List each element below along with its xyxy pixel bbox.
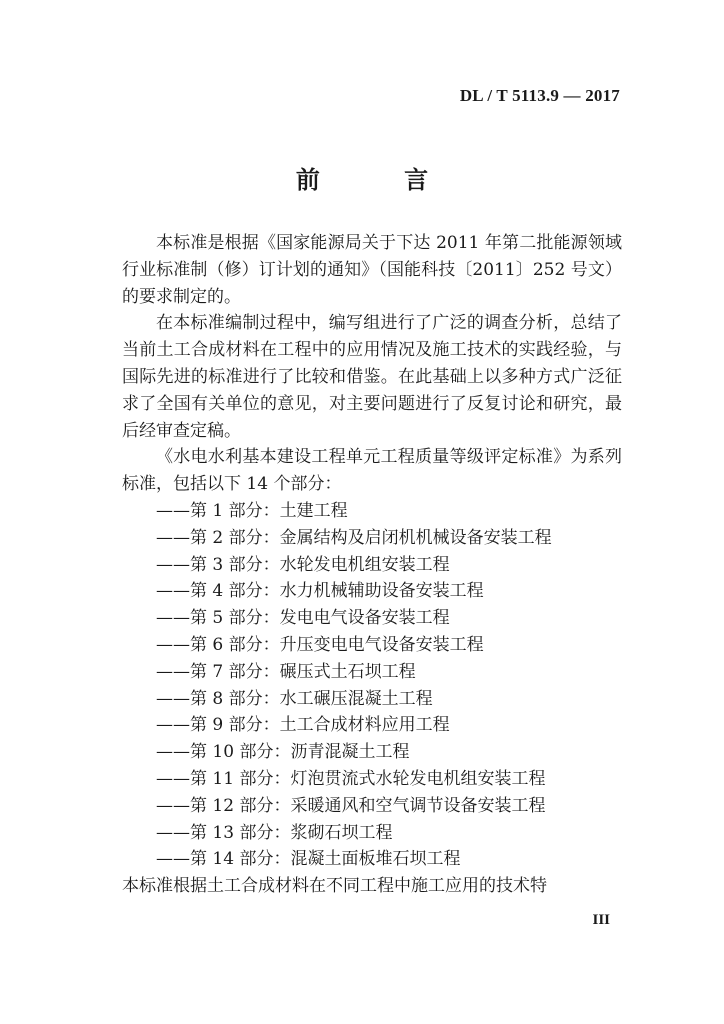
list-item: ——第 8 部分：水工碾压混凝土工程 — [156, 688, 433, 709]
closing-paragraph: 本标准根据土工合成材料在不同工程中施工应用的技术特 — [122, 876, 547, 897]
list-item: ——第 1 部分：土建工程 — [156, 500, 348, 521]
standard-code: DL / T 5113.9 — 2017 — [459, 86, 620, 105]
list-item: ——第 9 部分：土工合成材料应用工程 — [156, 715, 450, 736]
paragraph-1: 本标准是根据《国家能源局关于下达 2011 年第二批能源领域行业标准制（修）订计划的通知》（国能科技〔2011〕252 号文）的要求制定的。 — [122, 233, 622, 307]
page-title — [0, 160, 724, 195]
list-item: ——第 5 部分：发电电气设备安装工程 — [156, 608, 450, 629]
document-body — [122, 230, 622, 900]
list-item: ——第 10 部分：沥青混凝土工程 — [156, 742, 410, 763]
paragraph-3: 《水电水利基本建设工程单元工程质量等级评定标准》为系列标准，包括以下 14 个部分： — [122, 447, 622, 495]
list-item: ——第 6 部分：升压变电电气设备安装工程 — [156, 634, 484, 655]
list-item: ——第 4 部分：水力机械辅助设备安装工程 — [156, 581, 484, 602]
page-number: III — [592, 912, 610, 928]
paragraph-2: 在本标准编制过程中，编写组进行了广泛的调查分析，总结了当前土工合成材料在工程中的应用情况及施工技术的实践经验，与国际先进的标准进行了比较和借鉴。在此基础上以多种方式广泛征求了全国有关单位的意见，对主要问题进行了反复讨论和研究，最后经审查定稿。 — [122, 313, 622, 441]
page-title-text: 前 言 — [295, 165, 467, 194]
list-item: ——第 14 部分：混凝土面板堆石坝工程 — [156, 849, 461, 870]
list-item: ——第 7 部分：碾压式土石坝工程 — [156, 661, 416, 682]
list-item: ——第 12 部分：采暖通风和空气调节设备安装工程 — [156, 795, 546, 816]
list-item: ——第 3 部分：水轮发电机组安装工程 — [156, 554, 450, 575]
list-item: ——第 2 部分：金属结构及启闭机机械设备安装工程 — [156, 527, 552, 548]
list-item: ——第 11 部分：灯泡贯流式水轮发电机组安装工程 — [156, 768, 546, 789]
list-item: ——第 13 部分：浆砌石坝工程 — [156, 822, 393, 843]
parts-list — [122, 498, 622, 873]
